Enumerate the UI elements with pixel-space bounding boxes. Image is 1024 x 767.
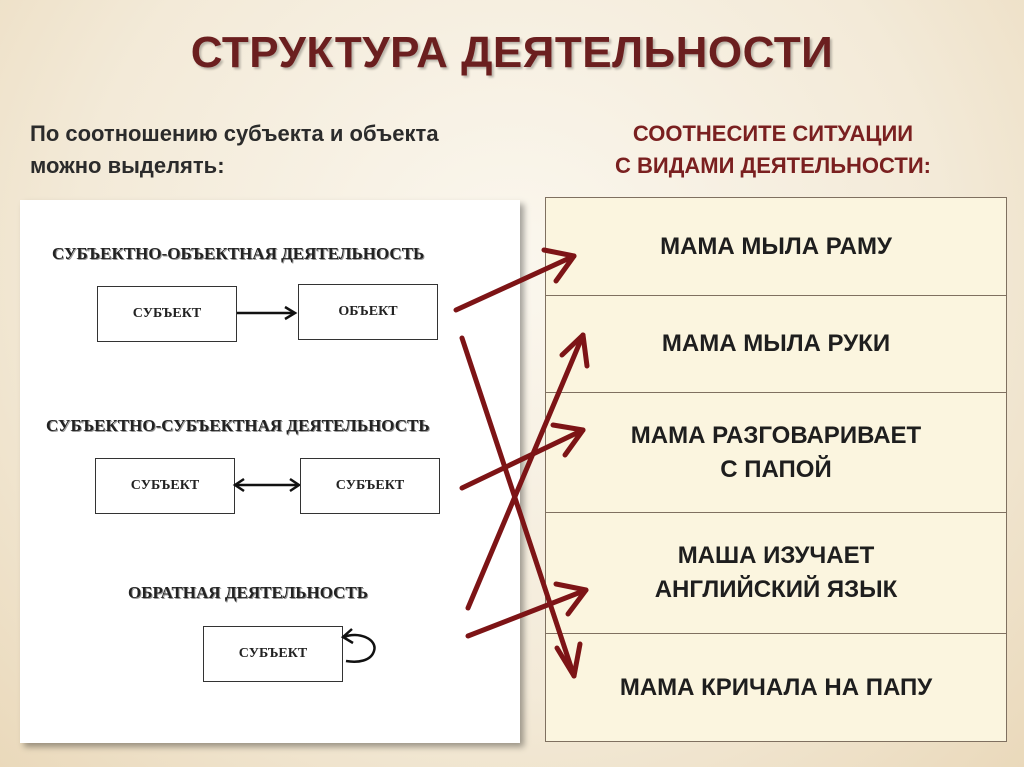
situation-2-text: МАМА МЫЛА РУКИ bbox=[661, 330, 891, 357]
situation-3-line2: С ПАПОЙ bbox=[720, 455, 832, 483]
heading-reverse: ОБРАТНАЯ ДЕЯТЕЛЬНОСТЬ bbox=[128, 583, 369, 602]
connector-arrow-1 bbox=[456, 250, 574, 310]
left-intro-line1: По соотношению субъекта и объекта bbox=[30, 121, 439, 146]
situation-5-text: МАМА КРИЧАЛА НА ПАПУ bbox=[619, 673, 933, 701]
left-intro-line2: можно выделять: bbox=[30, 153, 225, 178]
box-subject-1: СУБЪЕКТ bbox=[97, 286, 237, 342]
situation-4-line2: АНГЛИЙСКИЙ ЯЗЫК bbox=[654, 576, 898, 603]
box-subject-4: СУБЪЕКТ bbox=[203, 626, 343, 682]
connector-arrow-5 bbox=[468, 584, 586, 636]
box-subject-3: СУБЪЕКТ bbox=[300, 458, 440, 514]
box-object: ОБЪЕКТ bbox=[298, 284, 438, 340]
heading-subject-subject: СУБЪЕКТНО-СУБЪЕКТНАЯ ДЕЯТЕЛЬНОСТЬ bbox=[46, 416, 430, 435]
heading-subject-object: СУБЪЕКТНО-ОБЪЕКТНАЯ ДЕЯТЕЛЬНОСТЬ bbox=[52, 244, 425, 263]
situation-1-text: МАМА МЫЛА РАМУ bbox=[660, 232, 892, 260]
situation-4-line1: МАША ИЗУЧАЕТ bbox=[677, 542, 875, 569]
box-subject-2: СУБЪЕКТ bbox=[95, 458, 235, 514]
slide-title: СТРУКТУРА ДЕЯТЕЛЬНОСТИ bbox=[190, 28, 834, 77]
situation-3-line1: МАМА РАЗГОВАРИВАЕТ bbox=[630, 421, 922, 449]
right-intro-line2: С ВИДАМИ ДЕЯТЕЛЬНОСТИ: bbox=[615, 153, 931, 178]
connector-arrow-4 bbox=[468, 335, 587, 608]
right-intro-line1: СООТНЕСИТЕ СИТУАЦИИ bbox=[632, 121, 914, 146]
